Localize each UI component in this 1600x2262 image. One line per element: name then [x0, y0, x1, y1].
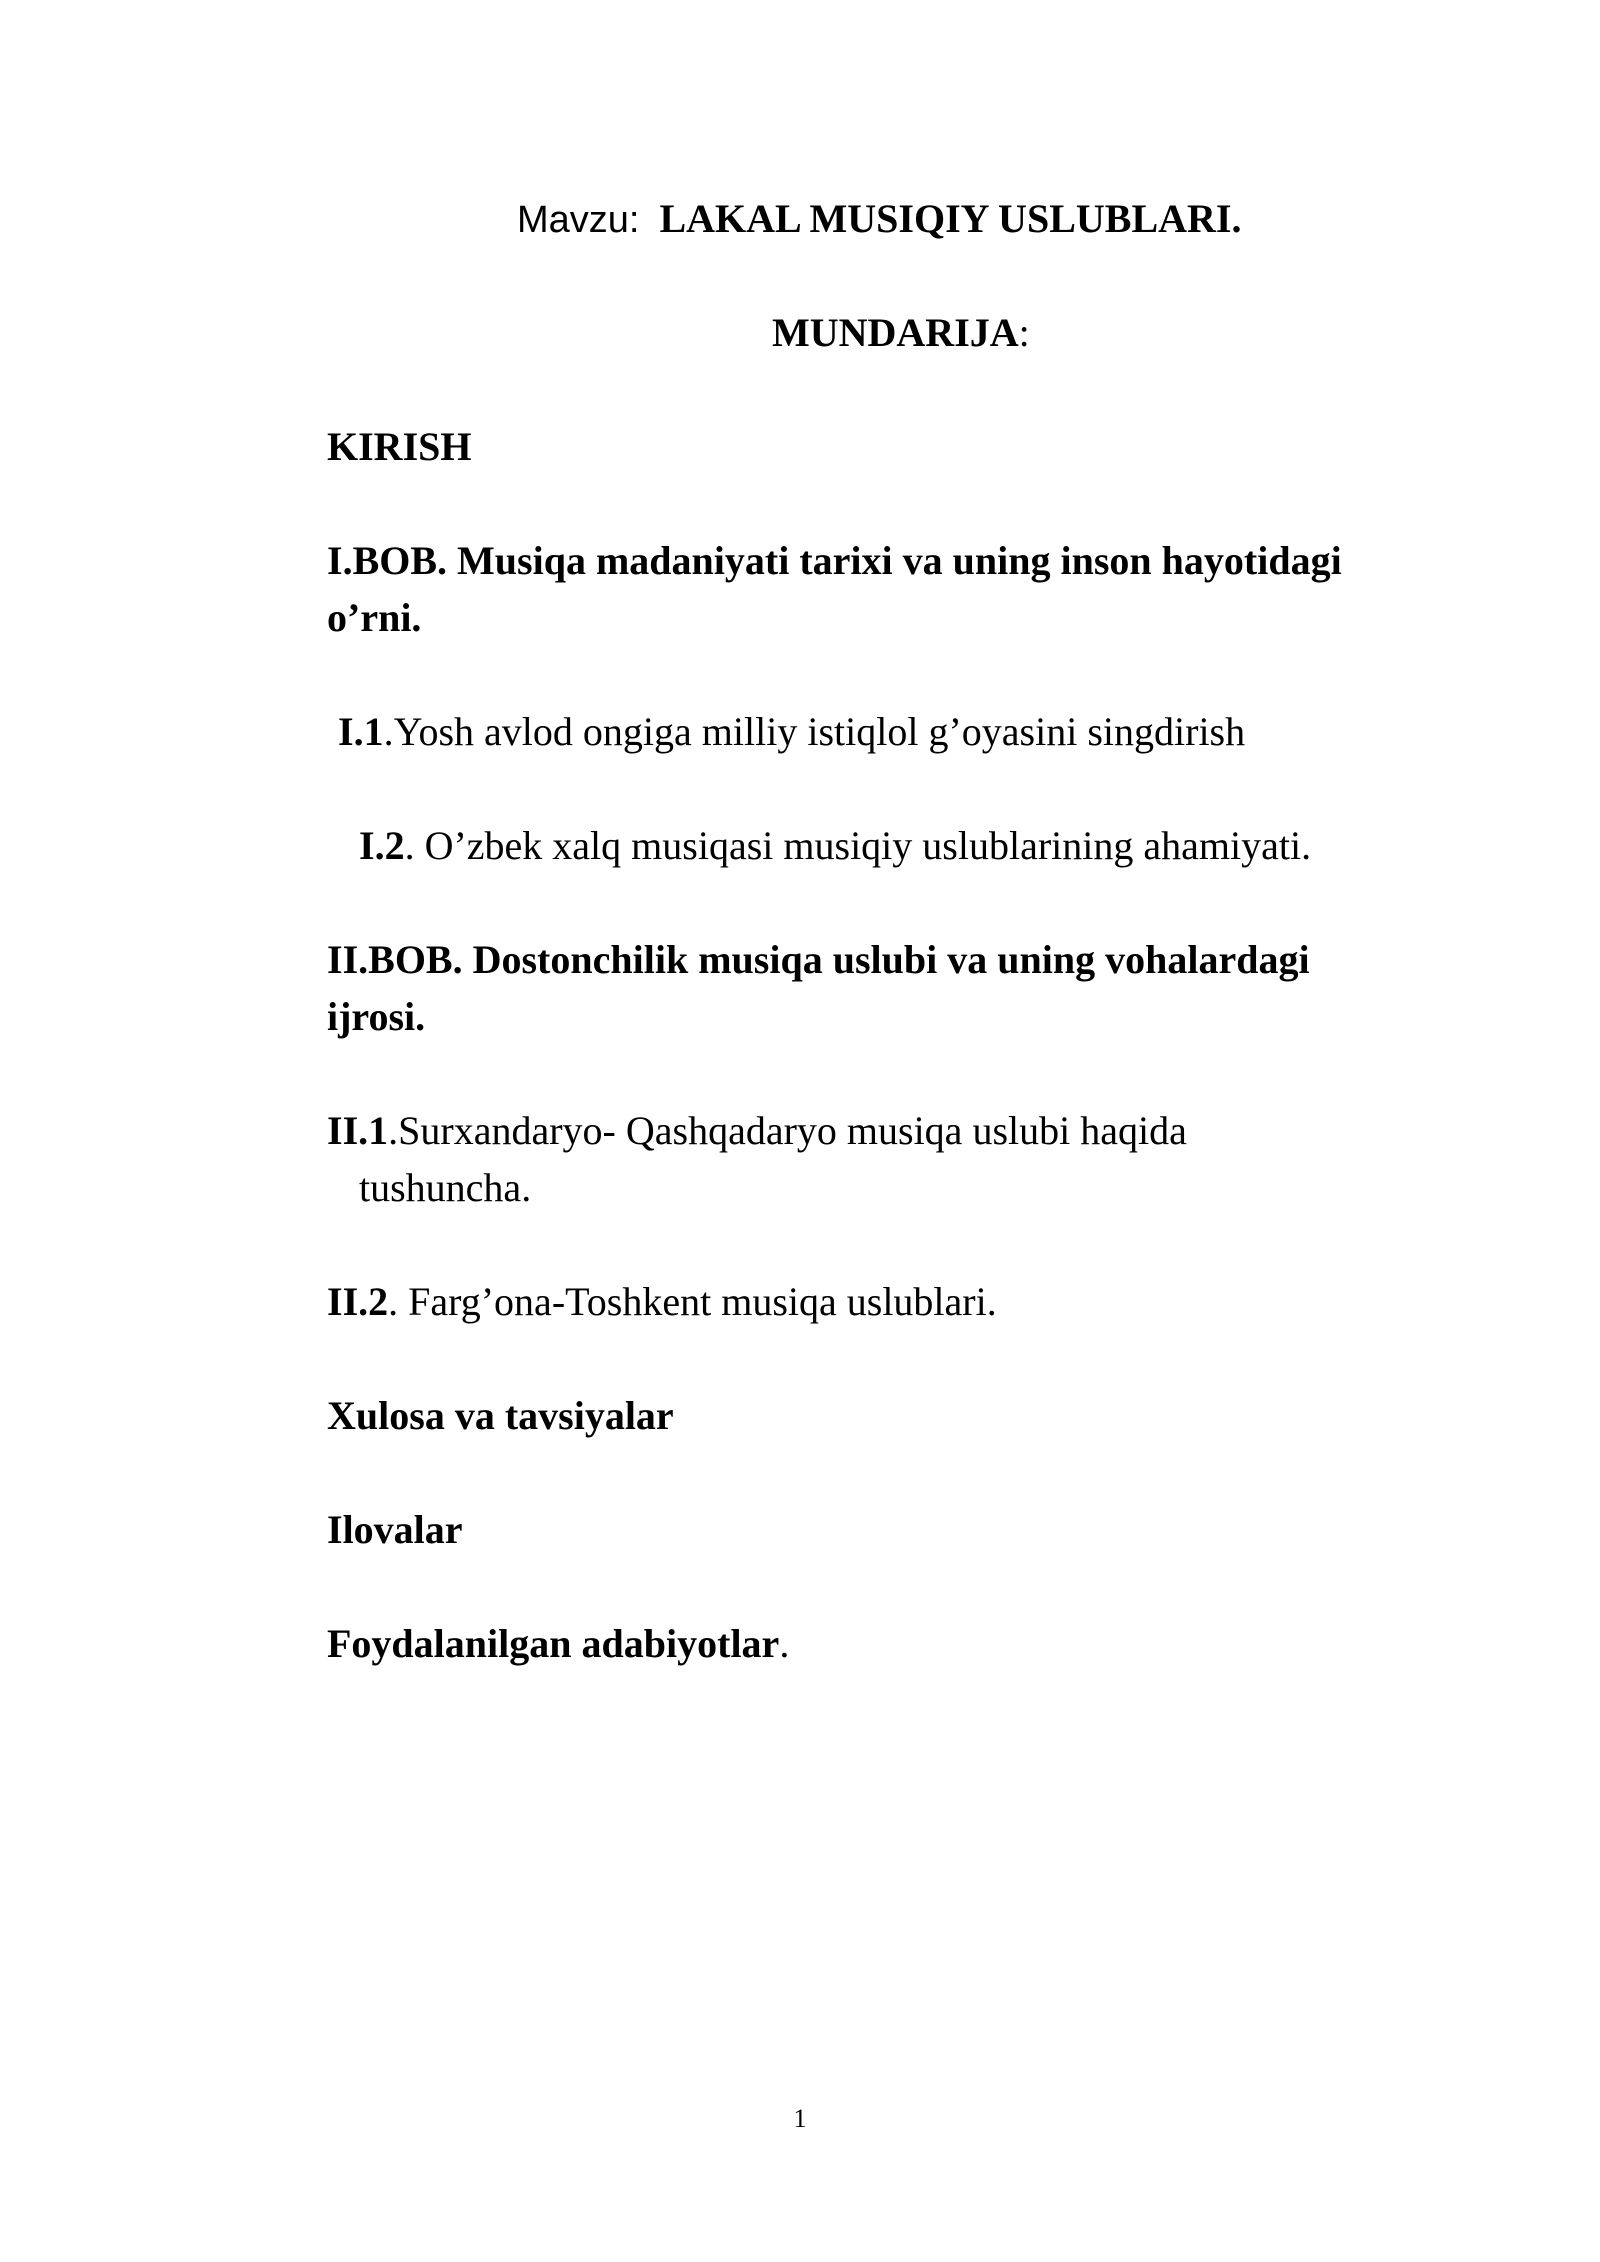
toc-section-2-1-line2: tushuncha.: [359, 1165, 532, 1210]
toc-section-2-1-number: II.1: [327, 1108, 389, 1153]
toc-section-1-2: [359, 817, 1311, 875]
toc-chapter1-line1: I.BOB. Musiqa madaniyati tarixi va uning inson hayotidagi: [327, 538, 1342, 583]
toc-references-period: .: [779, 1621, 790, 1666]
toc-references: [327, 1615, 789, 1673]
toc-section-1-1-number: I.1: [338, 709, 384, 754]
contents-heading: [772, 304, 1030, 362]
toc-section-2-2-text: . Farg’ona-Toshkent musiqa uslublari.: [388, 1279, 997, 1324]
topic-line: [517, 190, 1241, 249]
toc-section-2-1: [327, 1102, 1187, 1160]
toc-chapter2-line1: II.BOB. Dostonchilik musiqa uslubi va uning vohalardagi: [327, 937, 1310, 982]
contents-heading-text: MUNDARIJA: [772, 310, 1019, 355]
toc-intro: KIRISH: [327, 424, 472, 469]
toc-section-1-2-number: I.2: [359, 823, 405, 868]
toc-section-1-1-text: .Yosh avlod ongiga milliy istiqlol g’oyasini singdirish: [383, 709, 1246, 754]
toc-section-2-2: [327, 1273, 997, 1331]
contents-heading-colon: :: [1018, 310, 1030, 355]
toc-conclusion: Xulosa va tavsiyalar: [327, 1393, 674, 1438]
toc-chapter1-line2: o’rni.: [327, 595, 422, 640]
topic-prefix: Mavzu:: [517, 199, 640, 241]
topic-title: LAKAL MUSIQIY USLUBLARI.: [659, 196, 1242, 241]
toc-section-1-2-text: . O’zbek xalq musiqasi musiqiy uslublarining ahamiyati.: [404, 823, 1312, 868]
toc-section-2-2-number: II.2: [327, 1279, 389, 1324]
page-number: 1: [793, 2104, 807, 2133]
toc-section-2-1-text: .Surxandaryo- Qashqadaryo musiqa uslubi haqida: [388, 1108, 1187, 1153]
toc-appendix: Ilovalar: [327, 1507, 463, 1552]
toc-references-text: Foydalanilgan adabiyotlar: [327, 1621, 780, 1666]
toc-chapter2-line2: ijrosi.: [327, 994, 426, 1039]
toc-section-1-1: [338, 703, 1245, 761]
